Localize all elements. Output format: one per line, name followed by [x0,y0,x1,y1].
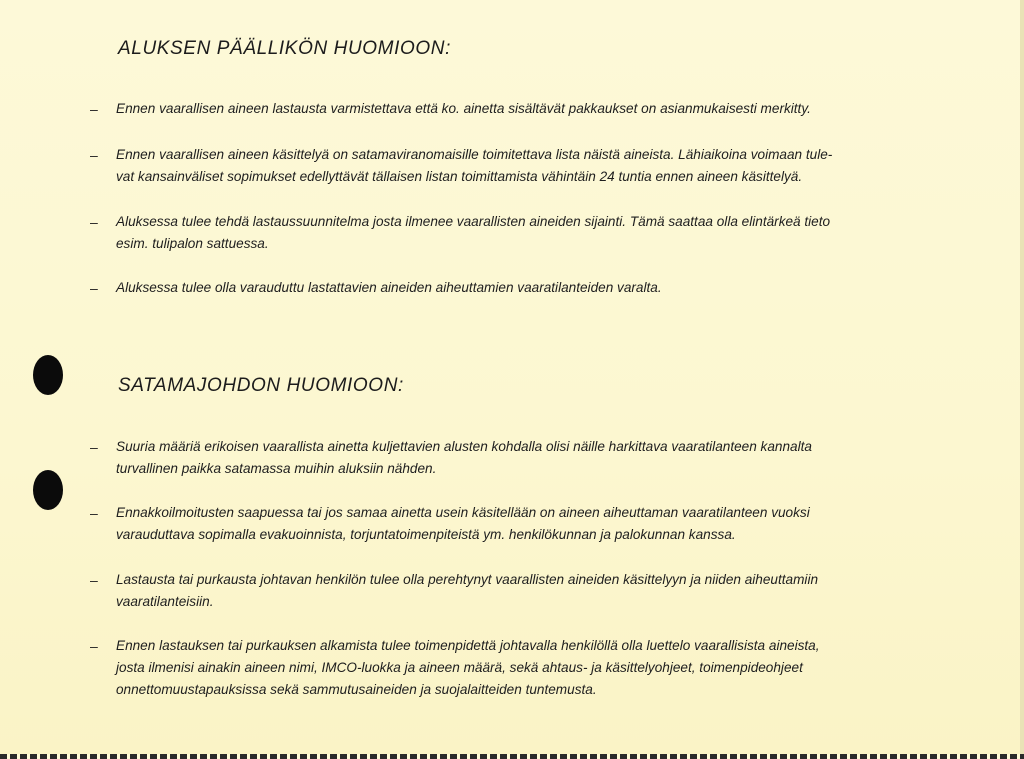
list-item [90,211,1010,255]
dash-bullet: – [90,147,98,163]
list-item-text: Aluksessa tulee tehdä lastaussuunnitelma josta ilmenee vaarallisten aineiden sijainti. Tämä saattaa olla elintärkeä tieto esim. tulipalon sattuessa. [116,214,831,251]
list-item-text: Aluksessa tulee olla varauduttu lastattavien aineiden aiheuttamien vaaratilanteiden varalta. [116,280,662,295]
list-item [90,144,1010,188]
section-title-port-management: SATAMAJOHDON HUOMIOON: [118,375,404,396]
list-item [90,502,1010,546]
dash-bullet: – [90,214,98,230]
page-right-edge [1020,0,1024,759]
perforated-bottom-edge [0,754,1024,759]
section-title-captain: ALUKSEN PÄÄLLIKÖN HUOMIOON: [118,38,451,59]
list-item [90,635,1010,701]
dash-bullet: – [90,439,98,455]
dash-bullet: – [90,280,98,296]
list-item-text: Ennen vaarallisen aineen käsittelyä on satamaviranomaisille toimitettava lista näistä aineista. Lähiaikoina voimaan tule- vat kansainväliset sopimukset edellyttävät tällaisen listan toimittamista vähintäin 24 tuntia ennen aineen käsittelyä. [116,147,833,184]
binder-hole [33,355,63,395]
dash-bullet: – [90,505,98,521]
dash-bullet: – [90,572,98,588]
list-item-text: Suuria määriä erikoisen vaarallista ainetta kuljettavien alusten kohdalla olisi näille harkittava vaaratilanteen kannalta turvallinen paikka satamassa muihin aluksiin nähden. [116,439,812,476]
list-item-text: Lastausta tai purkausta johtavan henkilön tulee olla perehtynyt vaarallisten aineiden käsittelyyn ja niiden aiheuttamiin vaaratilanteisiin. [116,572,819,609]
dash-bullet: – [90,638,98,654]
list-item [90,436,1010,480]
binder-hole [33,470,63,510]
list-item [90,569,1010,613]
list-item-text: Ennakkoilmoitusten saapuessa tai jos samaa ainetta usein käsitellään on aineen aiheuttaman vaaratilanteen vuoksi varauduttava sopimalla evakuoinnista, torjuntatoimenpiteistä ym. henkilökunnan ja palokunnan kanssa. [116,505,810,542]
list-item-text: Ennen lastauksen tai purkauksen alkamista tulee toimenpidettä johtavalla henkilöllä olla luettelo vaarallisista aineista, josta ilmenisi ainakin aineen nimi, IMCO-luokka ja aineen määrä, sekä ahtaus- ja käsittelyohjeet, toimenpideohjeet onnettomuustapauksissa sekä sammutusaineiden ja suojalaitteiden tuntemusta. [116,638,820,697]
list-item [90,98,1010,120]
dash-bullet: – [90,101,98,117]
list-item [90,277,1010,299]
list-item-text: Ennen vaarallisen aineen lastausta varmistettava että ko. ainetta sisältävät pakkaukset on asianmukaisesti merkitty. [116,101,811,116]
